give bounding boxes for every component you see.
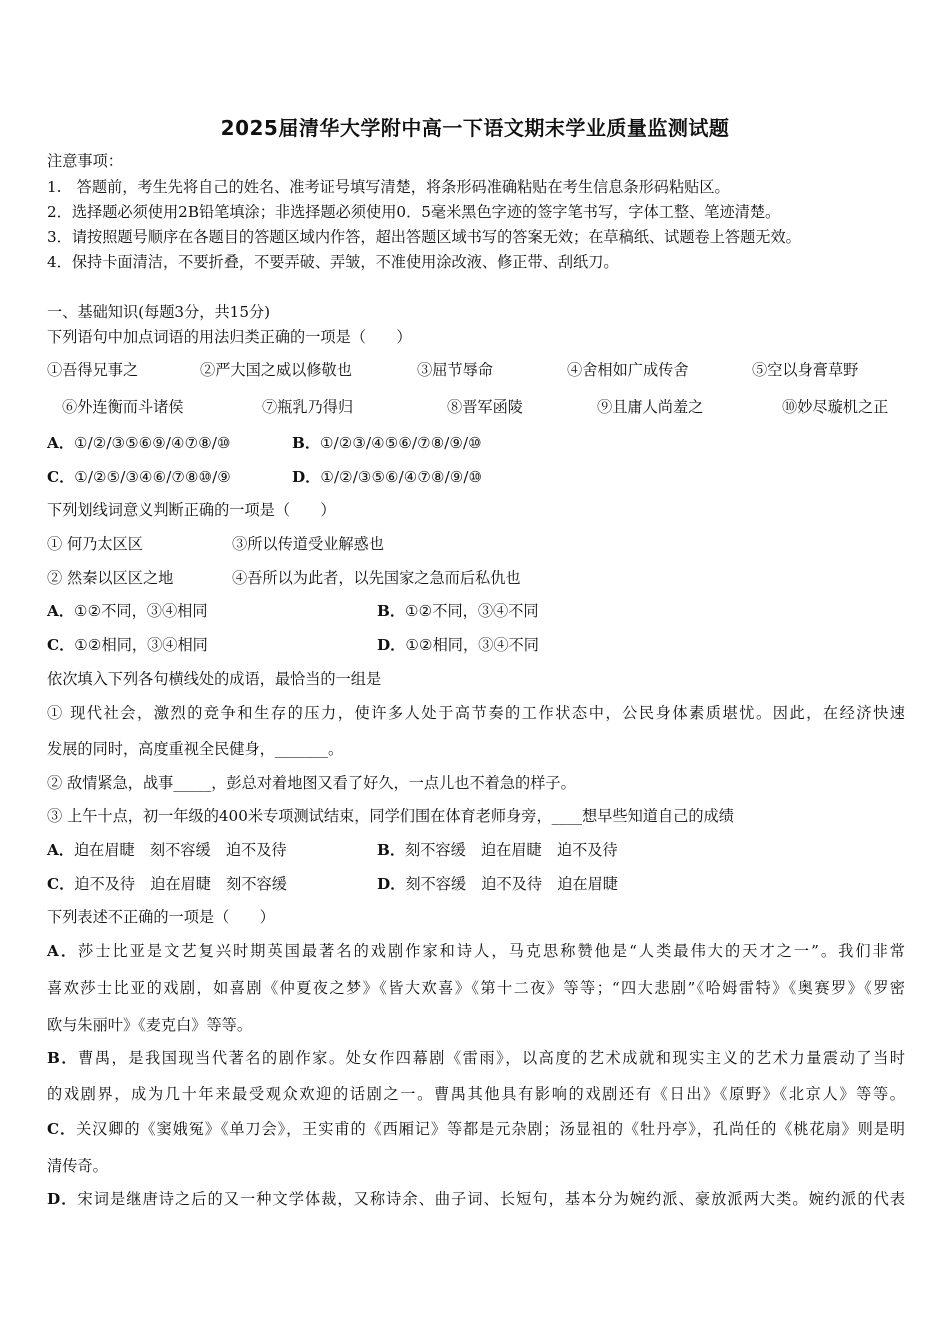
- q3-option-a: [47, 840, 287, 860]
- option-label: C．: [47, 875, 75, 893]
- q4-option-c-cont: 清传奇。: [47, 1157, 108, 1175]
- q1-item: ①吾得兄事之: [47, 361, 139, 379]
- option-label: B．: [377, 602, 406, 620]
- notice-item-4: 4．保持卡面清洁，不要折叠，不要弄破、弄皱，不准使用涂改液、修正带、刮纸刀。: [47, 253, 619, 271]
- q2-option-d: [377, 635, 539, 655]
- option-label: B．: [292, 434, 321, 452]
- q3-sentence-2: ② 敌情紧急，战事_____，彭总对着地图又看了好久，一点儿也不着急的样子。: [47, 774, 576, 792]
- q3-sentence-1-cont: 发展的同时，高度重视全民健身，_______。: [47, 740, 344, 758]
- q2-item: ③所以传道受业解惑也: [232, 535, 384, 553]
- q2-item: ④吾所以为此者，以先国家之急而后私仇也: [232, 569, 521, 587]
- option-label: B．: [377, 841, 406, 859]
- option-label: D．: [292, 468, 321, 486]
- q4-option-a-cont: 欧与朱丽叶》《麦克白》等等。: [47, 1016, 253, 1034]
- q4-option-a: [47, 941, 905, 961]
- q4-option-a-cont: 喜欢莎士比亚的戏剧，如喜剧《仲夏夜之梦》《皆大欢喜》《第十二夜》等等；“四大悲剧”《哈姆雷特》《奥赛罗》《罗密: [47, 979, 905, 997]
- option-text: 迫不及待 迫在眉睫 刻不容缓: [74, 875, 287, 893]
- option-text: ①/②/③⑤⑥⑨/④⑦⑧/⑩: [73, 434, 231, 452]
- option-text: 刻不容缓 迫不及待 迫在眉睫: [405, 875, 618, 893]
- q1-stem: 下列语句中加点词语的用法归类正确的一项是（ ）: [47, 328, 412, 346]
- option-text: 莎士比亚是文艺复兴时期英国最著名的戏剧作家和诗人，马克思称赞他是“人类最伟大的天才之一”。我们非常: [78, 942, 905, 960]
- option-text: ①②相同，③④相同: [74, 636, 208, 654]
- q3-sentence-1: ① 现代社会，激烈的竞争和生存的压力，使许多人处于高节奏的工作状态中，公民身体素质堪忧。因此，在经济快速: [47, 704, 905, 722]
- q4-option-b-cont: 的戏剧界，成为几十年来最受观众欢迎的话剧之一。曹禺其他具有影响的戏剧还有《日出》《原野》《北京人》等等。: [47, 1085, 905, 1103]
- option-text: 曹禺，是我国现当代著名的剧作家。处女作四幕剧《雷雨》，以高度的艺术成就和现实主义的艺术力量震动了当时: [78, 1049, 905, 1067]
- option-label: A．: [47, 841, 74, 859]
- option-text: ①②不同，③④相同: [73, 602, 208, 620]
- q1-item: ②严大国之威以修敬也: [200, 361, 352, 379]
- q4-option-b: [47, 1048, 905, 1068]
- q3-option-b: [377, 840, 618, 860]
- q2-item: ② 然秦以区区之地: [47, 569, 174, 587]
- option-text: 关汉卿的《窦娥冤》《单刀会》，王实甫的《西厢记》等都是元杂剧；汤显祖的《牡丹亭》，孔尚任的《桃花扇》则是明: [76, 1120, 905, 1138]
- q1-option-a: [47, 433, 231, 453]
- q1-option-c: [47, 467, 231, 487]
- q1-option-d: [292, 467, 482, 487]
- q2-item: ① 何乃太区区: [47, 535, 143, 553]
- section-heading: 一、基础知识(每题3分，共15分): [47, 303, 271, 321]
- notice-heading: 注意事项：: [47, 152, 123, 170]
- notice-item-2: 2．选择题必须使用2B铅笔填涂；非选择题必须使用0．5毫米黑色字迹的签字笔书写，字体工整、笔迹清楚。: [47, 203, 781, 221]
- q1-item: ⑦瓶乳乃得归: [262, 398, 354, 416]
- page-title: 2025届清华大学附中高一下语文期末学业质量监测试题: [220, 116, 730, 140]
- q3-sentence-3: ③ 上午十点，初一年级的400米专项测试结束，同学们围在体育老师身旁，____想早些知道自己的成绩: [47, 807, 734, 825]
- q4-stem: 下列表述不正确的一项是（ ）: [47, 908, 275, 926]
- option-text: ①/②⑤/③④⑥/⑦⑧⑩/⑨: [74, 468, 231, 486]
- option-text: 宋词是继唐诗之后的又一种文学体裁，又称诗余、曲子词、长短句，基本分为婉约派、豪放派两大类。婉约派的代表: [77, 1190, 906, 1208]
- notice-item-3: 3．请按照题号顺序在各题目的答题区域内作答，超出答题区域书写的答案无效；在草稿纸、试题卷上答题无效。: [47, 228, 801, 246]
- q2-stem: 下列划线词意义判断正确的一项是（ ）: [47, 501, 336, 519]
- option-label: C．: [47, 1120, 77, 1138]
- option-label: C．: [47, 636, 75, 654]
- option-text: ①②不同，③④不同: [405, 602, 539, 620]
- option-label: A．: [47, 434, 74, 452]
- option-text: ①/②③/④⑤⑥/⑦⑧/⑨/⑩: [320, 434, 482, 452]
- q4-option-d: [47, 1189, 905, 1209]
- q1-item: ⑤空以身膏草野: [752, 361, 859, 379]
- q2-option-b: [377, 601, 539, 621]
- q3-option-d: [377, 874, 618, 894]
- option-label: C．: [47, 468, 75, 486]
- q1-item: ⑨且庸人尚羞之: [597, 398, 704, 416]
- q1-item: ④舍相如广成传舍: [567, 361, 689, 379]
- q1-option-b: [292, 433, 482, 453]
- option-label: D．: [377, 636, 406, 654]
- notice-item-1: 1. 答题前，考生先将自己的姓名、准考证号填写清楚，将条形码准确粘贴在考生信息条形码粘贴区。: [47, 178, 730, 196]
- option-text: ①②相同，③④不同: [405, 636, 539, 654]
- q3-stem: 依次填入下列各句横线处的成语，最恰当的一组是: [47, 670, 382, 688]
- q4-option-c: [47, 1119, 905, 1139]
- q1-item: ⑧晋军函陵: [447, 398, 523, 416]
- option-label: B．: [47, 1049, 79, 1067]
- option-label: D．: [377, 875, 406, 893]
- option-text: ①/②/③⑤⑥/④⑦⑧/⑨/⑩: [320, 468, 483, 486]
- option-label: D．: [47, 1190, 78, 1208]
- q1-item: ③屈节辱命: [417, 361, 493, 379]
- option-label: A．: [47, 942, 79, 960]
- option-label: A．: [47, 602, 74, 620]
- option-text: 刻不容缓 迫在眉睫 迫不及待: [405, 841, 618, 859]
- q1-item: ⑥外连衡而斗诸侯: [62, 398, 184, 416]
- q2-option-c: [47, 635, 208, 655]
- q3-option-c: [47, 874, 287, 894]
- q1-item: ⑩妙尽璇机之正: [782, 398, 889, 416]
- q2-option-a: [47, 601, 208, 621]
- option-text: 迫在眉睫 刻不容缓 迫不及待: [73, 841, 287, 859]
